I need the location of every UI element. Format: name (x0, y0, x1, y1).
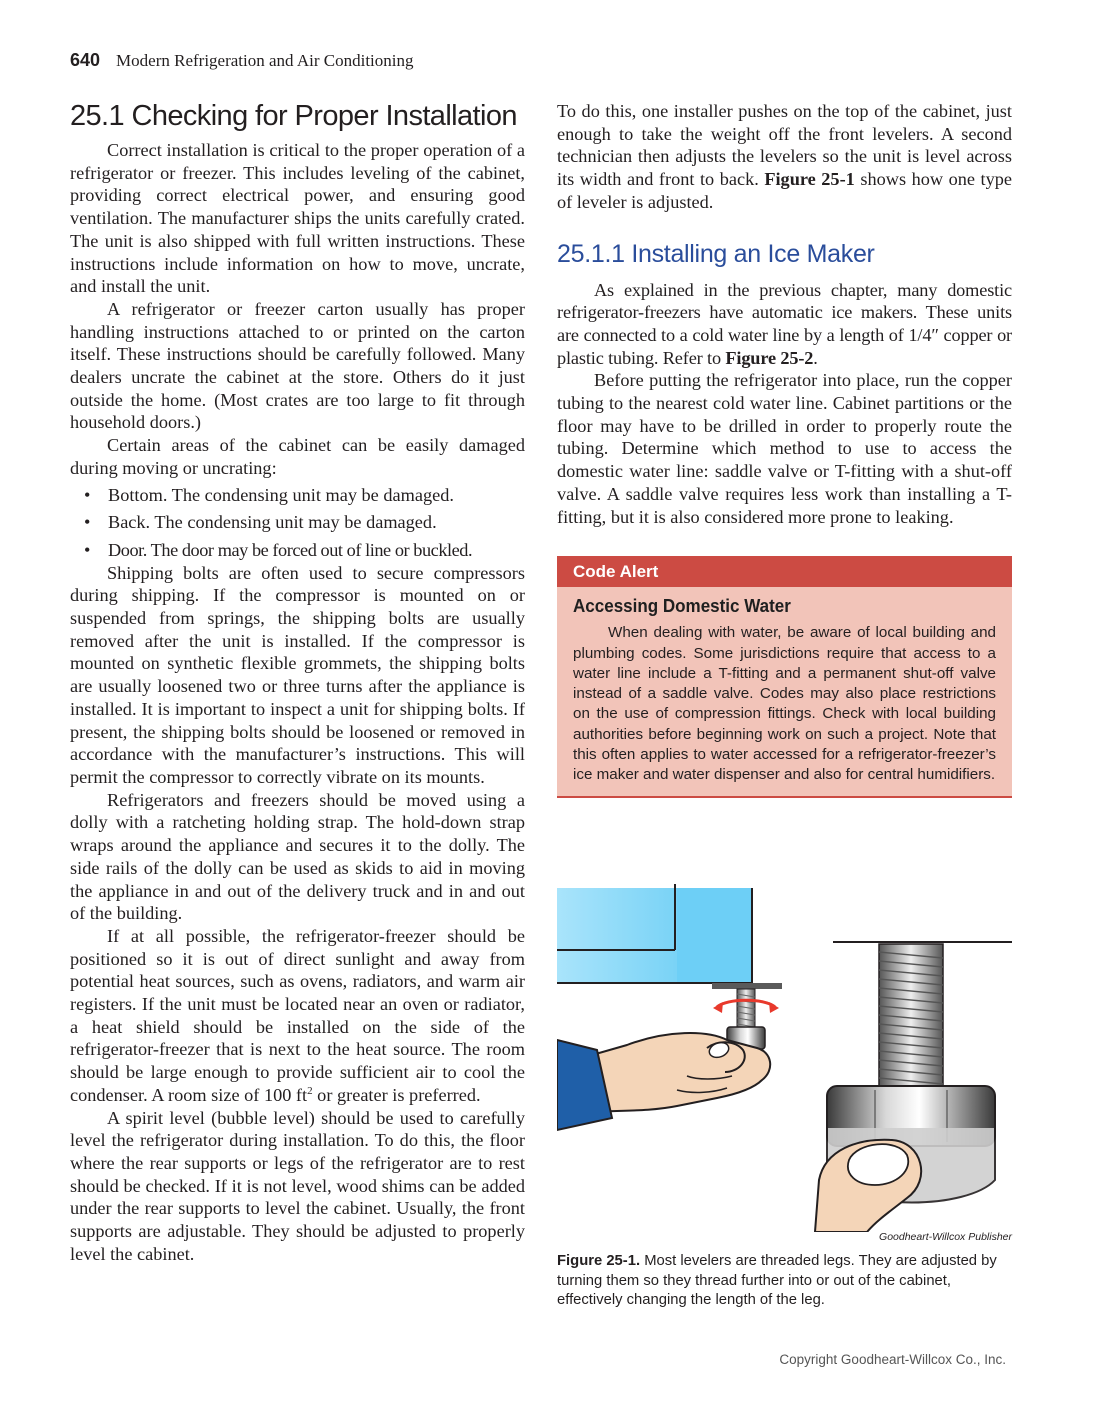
figure-25-1 (557, 880, 1012, 1232)
section-heading: 25.1 Checking for Proper Installation (70, 100, 517, 132)
paragraph: A refrigerator or freezer carton usually has proper handling instructions attached to or printed on the carton itself. These instructions should be carefully followed. Many dealers uncrate the cabinet at the store. Others do it just outside the home. (Most crates are too large to fit through household doors.) (70, 298, 525, 433)
paragraph-text: To do this, one installer pushes on the top of the cabinet, just enough to take the weight off the front levelers. A second technician then adjusts the levelers so the unit is level across its width and front to back. (557, 101, 1012, 190)
cabinet-corner (557, 884, 782, 989)
code-alert-box (557, 556, 1012, 797)
paragraph-text: As explained in the previous chapter, many domestic refrigerator-freezers have automatic ice makers. These units are connected to a cold water line by a length of 1/4″ copper or plastic tubing. Refer to (557, 279, 1012, 368)
paragraph: Refrigerators and freezers should be moved using a dolly with a ratcheting holding strap. The hold-down strap wraps around the appliance and secures it to the dolly. The side rails of the dolly can be used as skids to aid in moving the appliance in and out of the delivery truck and in and out of the building. (70, 789, 525, 924)
list-item: • Back. The condensing unit may be damaged. (84, 512, 437, 533)
left-column (70, 100, 525, 1265)
paragraph: Certain areas of the cabinet can be easily damaged during moving or uncrating: (70, 435, 525, 478)
leveler-illustration (557, 880, 1012, 1232)
running-header (70, 50, 414, 71)
right-column (557, 100, 1012, 798)
figure-credit: Goodheart-Willcox Publisher (879, 1231, 1012, 1243)
list-item: • Bottom. The condensing unit may be damaged. (84, 484, 454, 505)
paragraph: Before putting the refrigerator into place, run the copper tubing to the nearest cold water line. Cabinet partitions or the floor may have to be drilled in order to properly route the tubing. Determine which method to use to access the domestic water line: saddle valve or T-fitting with a shut-off valve. A saddle valve requires less work than installing a T-fitting, but it is also considered more prone to leaking. (557, 370, 1012, 527)
code-alert-body (557, 587, 1012, 797)
superscript: 2 (307, 1084, 313, 1097)
subsection-heading: 25.1.1 Installing an Ice Maker (557, 239, 875, 268)
paragraph: Correct installation is critical to the proper operation of a refrigerator or freezer. This includes leveling of the cabinet, providing correct electrical power, and ensuring good ventilation. The manufacturer ships the units carefully crated. The unit is also shipped with full written instructions. These instructions include information on how to move, uncrate, and install the unit. (70, 140, 525, 297)
paragraph: Shipping bolts are often used to secure compressors during shipping. If the compressor is mounted on or suspended from springs, the shipping bolts are usually removed after the unit is installed. If the compressor is mounted on synthetic flexible grommets, the shipping bolts are usually loosened two or three turns after the appliance is installed. It is important to inspect a unit for shipping bolts. If present, the shipping bolts should be loosened or removed in accordance with the manufacturer’s instructions. This will permit the compressor to correctly vibrate on its mounts. (70, 562, 525, 787)
paragraph (557, 100, 1012, 214)
hand-illustration (557, 1033, 770, 1130)
damage-list (70, 484, 525, 562)
page-number: 640 (70, 50, 101, 70)
code-alert-text: When dealing with water, be aware of local building and plumbing codes. Some jurisdictions require that access to a water line include a T-fitting and a permanent shut-off valve instead of a saddle valve. Codes may also place restrictions on the use of compression fittings. Check with local building authorities before beginning work on such a project. Note that this often applies to water accessed for a refrigerator-freezer’s ice maker and water dispenser and also for central humidifiers. (573, 624, 996, 784)
figure-caption-text: Most levelers are threaded legs. They are adjusted by turning them so they thread further into or out of the cabinet, effectively changing the length of the leg. (557, 1253, 997, 1308)
paragraph-text-end: shows how one type of leveler is adjusted. (557, 169, 1012, 212)
figure-reference[interactable]: Figure 25-2 (725, 347, 814, 368)
paragraph-text-end: or greater is preferred. (312, 1084, 481, 1105)
paragraph-text: If at all possible, the refrigerator-freezer should be positioned so it is out of direct sunlight and away from potential heat sources, such as ovens, radiators, and warm air registers. If the unit must be located near an oven or radiator, a heat shield should be installed on the side of the refrigerator-freezer that is next to the heat source. The room should be large enough to provide sufficient air to cool the condenser. A room size of 100 ft (70, 925, 525, 1105)
copyright-notice: Copyright Goodheart-Willcox Co., Inc. (779, 1352, 1006, 1367)
figure-caption (557, 1252, 1012, 1311)
book-title: Modern Refrigeration and Air Conditioning (116, 51, 414, 70)
paragraph (70, 925, 525, 1107)
figure-caption-label: Figure 25-1. (557, 1253, 641, 1269)
code-alert-title: Accessing Domestic Water (573, 595, 791, 617)
list-item-text: Bottom. The condensing unit may be damaged. (108, 484, 454, 505)
list-item: • Door. The door may be forced out of line or buckled. (84, 539, 473, 560)
paragraph: A spirit level (bubble level) should be used to carefully level the refrigerator during installation. To do this, the floor where the rear supports or legs of the refrigerator are to rest should be checked. If it is not level, wood shims can be added under the rear supports to level the cabinet. Usually, the front supports are adjustable. They should be adjusted to properly level the cabinet. (70, 1107, 525, 1264)
figure-reference[interactable]: Figure 25-1 (764, 169, 855, 190)
paragraph-text-end: . (813, 347, 818, 368)
paragraph (557, 279, 1012, 370)
list-item-text: Back. The condensing unit may be damaged. (108, 512, 437, 533)
code-alert-label: Code Alert (557, 556, 1012, 587)
list-item-text: Door. The door may be forced out of line or buckled. (108, 539, 473, 560)
